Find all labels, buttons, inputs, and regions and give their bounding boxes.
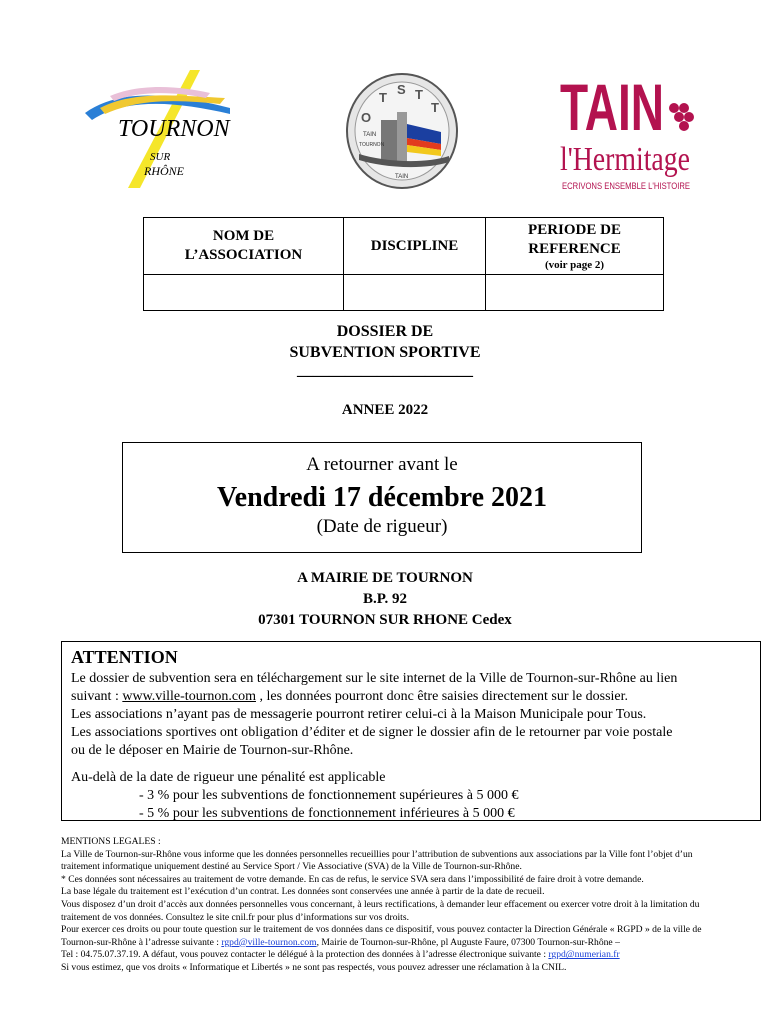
dossier-title-line1: DOSSIER DE <box>336 323 434 340</box>
legal-line-5: La base légale du traitement est l’exécution d’un contrat. Les données sont conservées une année à partir de la date de recueil. <box>61 886 545 898</box>
dossier-title-line2: SUBVENTION SPORTIVE <box>289 344 481 361</box>
association-reference-table <box>143 217 664 311</box>
attention-p1-line2 <box>71 688 751 706</box>
reference-period-field[interactable] <box>486 275 664 311</box>
tournon-logo-rhone: RHÔNE <box>144 164 184 178</box>
tain-logo-title: TAIN <box>560 70 664 144</box>
attention-p1-prefix: suivant : <box>71 689 123 704</box>
otst-letter-1: O <box>361 110 372 125</box>
legal-line-10 <box>61 949 751 962</box>
penalty-rule-2: - 5 % pour les subventions de fonctionnement inférieures à 5 000 € <box>139 806 515 821</box>
legal-line-4: * Ces données sont nécessaires au traitement de votre demande. En cas de refus, le service SVA sera dans l’impossibilité de faire droit à votre demande. <box>61 873 644 885</box>
attention-p2: Les associations n’ayant pas de messagerie pourront retirer celui-ci à la Maison Municipale pour Tous. <box>71 707 647 722</box>
legal-line-8: Pour exercer ces droits ou pour toute question sur le traitement de vos données dans ce dispositif, vous pouvez contacter la Direction Générale « RGPD » de la ville de <box>61 924 702 936</box>
legal-line-2: La Ville de Tournon-sur-Rhône vous informe que les données personnelles recueillies pour l’attribution de subventions aux associations par la Ville font l’objet d’un <box>61 848 693 860</box>
header-period-line2: REFERENCE <box>528 240 621 257</box>
penalty-rule-1: - 3 % pour les subventions de fonctionnement supérieures à 5 000 € <box>139 788 519 803</box>
legal-line-9-suffix: , Mairie de Tournon-sur-Rhône, pl Auguste Faure, 07300 Tournon-sur-Rhône – <box>316 936 620 948</box>
tain-logo-tagline: ECRIVONS ENSEMBLE L'HISTOIRE <box>562 181 690 191</box>
legal-line-7: traitement de vos données. Consultez le site cnil.fr pour plus d’informations sur vos droits. <box>61 911 409 923</box>
legal-mentions <box>61 836 751 975</box>
legal-line-9 <box>61 937 751 950</box>
otst-seal-logo <box>345 72 460 190</box>
dossier-title <box>0 321 770 363</box>
discipline-field[interactable] <box>344 275 486 311</box>
otst-letter-3: S <box>397 82 406 97</box>
tournon-logo-text: TOURNON <box>118 116 230 142</box>
legal-line-3: traitement informatique uniquement destiné au Service Sport / Vie Associative (SVA) de la Ville de Tournon-sur-Rhône. <box>61 861 522 873</box>
tournon-logo-sur: SUR <box>150 151 171 163</box>
penalty-intro: Au-delà de la date de rigueur une pénalité est applicable <box>71 770 386 785</box>
attention-p3-line2: ou de le déposer en Mairie de Tournon-sur-Rhône. <box>71 743 354 758</box>
header-association-name <box>144 218 344 275</box>
association-name-field[interactable] <box>144 275 344 311</box>
header-period-note: (voir page 2) <box>544 258 605 271</box>
dpo-email-link[interactable]: rgpd@numerian.fr <box>548 949 620 961</box>
otst-tag-tournon: TOURNON <box>359 142 385 148</box>
header-discipline: DISCIPLINE <box>344 218 486 275</box>
deadline-date: Vendredi 17 décembre 2021 <box>216 482 548 513</box>
rgpd-email-link[interactable]: rgpd@ville-tournon.com <box>221 936 317 948</box>
attention-p3-line1: Les associations sportives ont obligation d’éditer et de signer le dossier afin de le retourner par voie postale <box>71 725 673 740</box>
otst-tag-bottom: TAIN <box>395 174 409 180</box>
attention-box <box>61 641 761 821</box>
year-label: ANNEE 2022 <box>341 402 429 418</box>
otst-letter-5: T <box>431 100 439 115</box>
attention-p1-suffix: , les données pourront donc être saisies directement sur le dossier. <box>255 689 629 704</box>
legal-line-9-prefix: Tournon-sur-Rhône à l’adresse suivante : <box>61 936 222 948</box>
title-rule: ——————————— <box>297 367 473 384</box>
mailing-address <box>0 568 770 631</box>
header-period-line1: PERIODE DE <box>528 221 621 238</box>
legal-line-6: Vous disposez d’un droit d’accès aux données personnelles vous concernant, à leurs rectifications, à demander leur effacement ou exercer votre droit à la limitation du <box>61 898 700 910</box>
header-association-line1: NOM DE <box>212 228 275 244</box>
otst-tag-tain: TAIN <box>363 132 377 138</box>
attention-p1-line1: Le dossier de subvention sera en téléchargement sur le site internet de la Ville de Tournon-sur-Rhône au lien <box>71 671 678 686</box>
deadline-box <box>122 442 642 553</box>
otst-letter-2: T <box>379 90 387 105</box>
header-reference-period <box>486 218 664 275</box>
tournon-sur-rhone-logo <box>80 68 240 188</box>
ville-tournon-link[interactable]: www.ville-tournon.com <box>122 689 256 704</box>
address-line3: 07301 TOURNON SUR RHONE Cedex <box>258 612 512 628</box>
address-line2: B.P. 92 <box>362 591 408 607</box>
header-association-line2: L’ASSOCIATION <box>184 247 303 263</box>
address-line1: A MAIRIE DE TOURNON <box>297 570 473 586</box>
otst-letter-4: T <box>415 87 423 102</box>
deadline-note: (Date de rigueur) <box>316 516 448 537</box>
tain-logo-subtitle: l'Hermitage <box>560 141 690 178</box>
legal-heading: MENTIONS LEGALES : <box>61 836 161 847</box>
legal-line-10-prefix: Tel : 04.75.07.37.19. A défaut, vous pouvez contacter le délégué à la protection des données à l’adresse électronique suivante : <box>61 949 549 961</box>
deadline-intro: A retourner avant le <box>306 454 458 475</box>
tain-hermitage-logo <box>558 68 698 196</box>
legal-line-11: Si vous estimez, que vos droits « Informatique et Libertés » ne sont pas respectés, vous pouvez adresser une réclamation à la CNIL. <box>61 961 567 973</box>
attention-title: ATTENTION <box>71 647 178 667</box>
